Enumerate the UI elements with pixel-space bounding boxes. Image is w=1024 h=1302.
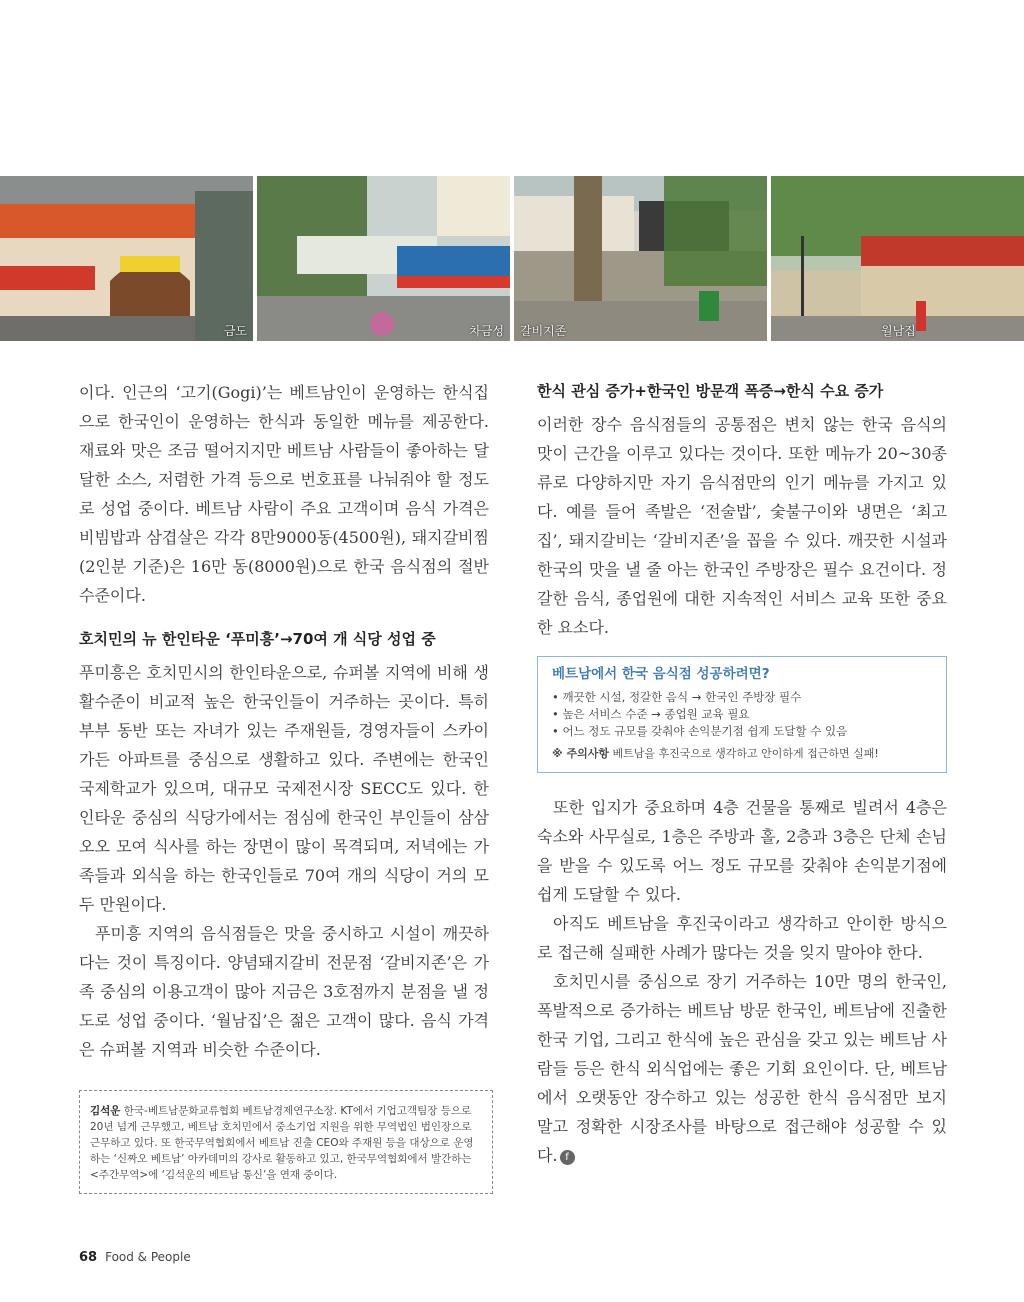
photo-wolnamjip	[771, 176, 1024, 341]
body-paragraph: 푸미흥은 호치민시의 한인타운으로, 슈퍼볼 지역에 비해 생활수준이 비교적 높은 한국인들이 거주하는 곳이다. 특히 부부 동반 또는 자녀가 있는 주재원들, 경영자들이 스카이가든 아파트를 중심으로 생활하고 있다. 주변에는 한국인 국제학교가 있으며, 대규모 국제전시장 SECC도 있다. 한인타운 중심의 식당가에서는 점심에 한국인 부인들이 삼삼오오 모여 식사를 하는 장면이 많이 목격되며, 저녁에는 가족들과 외식을 하는 한국인들로 70여 개의 식당이 거의 모두 만원이다.	[79, 663, 489, 914]
tip-title: 베트남에서 한국 음식점 성공하려면?	[552, 666, 770, 682]
tip-note-text: 베트남을 후진국으로 생각하고 안이하게 접근하면 실패!	[609, 747, 879, 760]
body-paragraph: 이다. 인근의 ‘고기(Gogi)’는 베트남인이 운영하는 한식집으로 한국인이 운영하는 한식과 동일한 메뉴를 제공한다. 재료와 맛은 조금 떨어지지만 베트남 사람들이 좋아하는 달달한 소스, 저렴한 가격 등으로 번호표를 나눠줘야 할 정도로 성업 중이다. 베트남 사람이 주요 고객이며 음식 가격은 비빔밥과 삼겹살은 각각 8만9000동(4500원), 돼지갈비찜(2인분 기준)은 16만 동(8000원)으로 한국 음식점의 절반 수준이다.	[79, 383, 489, 605]
body-text: 호치민시를 중심으로 장기 거주하는 10만 명의 한국인, 폭발적으로 증가하는 베트남 방문 한국인, 베트남에 진출한 한국 기업, 그리고 한식에 높은 관심을 갖고 있는 베트남 사람들 등은 한식 외식업에는 좋은 기회 요인이다. 단, 베트남에서 오랫동안 장수하고 있는 성공한 한식 음식점만 보지 말고 정확한 시장조사를 바탕으로 접근해야 성공할 수 있다.	[537, 972, 947, 1165]
body-paragraph: 아직도 베트남을 후진국이라고 생각하고 안이한 방식으로 접근해 실패한 사례가 많다는 것을 잊지 말아야 한다.	[537, 914, 947, 962]
end-mark-icon: f	[560, 1150, 575, 1165]
tip-box	[537, 656, 947, 773]
photo-galbijijon	[514, 176, 767, 341]
page-number: 68	[79, 1250, 98, 1265]
body-paragraph: 이러한 장수 음식점들의 공통점은 변치 않는 한국 음식의 맛이 근간을 이루고 있다는 것이다. 또한 메뉴가 20~30종류로 다양하지만 자기 음식점만의 인기 메뉴를 가지고 있다. 예를 들어 족발은 ‘전술밥’, 숯불구이와 냉면은 ‘최고집’, 돼지갈비는 ‘갈비지존’을 꼽을 수 있다. 깨끗한 시설과 한국의 맛을 낼 줄 아는 한국인 주방장은 필수 요건이다. 정갈한 음식, 종업원에 대한 지속적인 서비스 교육 또한 중요한 요소다.	[537, 415, 947, 637]
author-name: 김석운	[90, 1105, 121, 1117]
author-bio-box	[79, 1090, 493, 1194]
section-heading: 호치민의 뉴 한인타운 ‘푸미흥’→70여 개 식당 성업 중	[79, 630, 436, 648]
magazine-name: Food & People	[105, 1250, 191, 1264]
tip-item: • 어느 정도 규모를 갖춰야 손익분기점 쉽게 도달할 수 있음	[552, 724, 848, 738]
right-column	[537, 378, 947, 1170]
tip-note-label: ※ 주의사항	[552, 747, 610, 760]
tip-item: • 깨끗한 시설, 정갈한 음식 → 한국인 주방장 필수	[552, 690, 802, 704]
body-paragraph: 푸미흥 지역의 음식점들은 맛을 중시하고 시설이 깨끗하다는 것이 특징이다. 양념돼지갈비 전문점 ‘갈비지존’은 가족 중심의 이용고객이 많아 지금은 3호점까지 분점을 낼 정도로 성업 중이다. ‘월남집’은 젊은 고객이 많다. 음식 가격은 슈퍼볼 지역과 비슷한 수준이다.	[79, 924, 489, 1059]
left-column	[79, 378, 489, 1064]
body-paragraph	[537, 967, 947, 1170]
photo-strip	[0, 176, 1024, 341]
photo-kumdo	[0, 176, 253, 341]
page-footer	[79, 1250, 191, 1265]
photo-caption: 금도	[223, 324, 247, 338]
author-bio: 한국-베트남문화교류협회 베트남경제연구소장. KT에서 기업고객팀장 등으로 20년 넘게 근무했고, 베트남 호치민에서 중소기업 지원을 위한 무역법인 법인장으로 근무하고 있다. 또 한국무역협회에서 베트남 진출 CEO와 주재원 등을 대상으로 운영하는 ‘신짜오 베트남’ 아카데미의 강사로 활동하고 있고, 한국무역협회에서 발간하는 <주간무역>에 ‘김석운의 베트남 통신’을 연재 중이다.	[90, 1105, 474, 1181]
photo-caption: 갈비지존	[520, 324, 567, 338]
photo-caption: 월남집	[881, 324, 916, 338]
photo-chagumsung	[257, 176, 510, 341]
section-heading: 한식 관심 증가+한국인 방문객 폭증→한식 수요 증가	[537, 382, 884, 400]
body-paragraph: 또한 입지가 중요하며 4층 건물을 통째로 빌려서 4층은 숙소와 사무실로, 1층은 주방과 홀, 2층과 3층은 단체 손님을 받을 수 있도록 어느 정도 규모를 갖춰야 손익분기점에 쉽게 도달할 수 있다.	[537, 798, 947, 904]
photo-caption: 차금성	[469, 324, 504, 338]
tip-item: • 높은 서비스 수준 → 종업원 교육 필요	[552, 707, 750, 721]
tip-note	[552, 745, 932, 762]
